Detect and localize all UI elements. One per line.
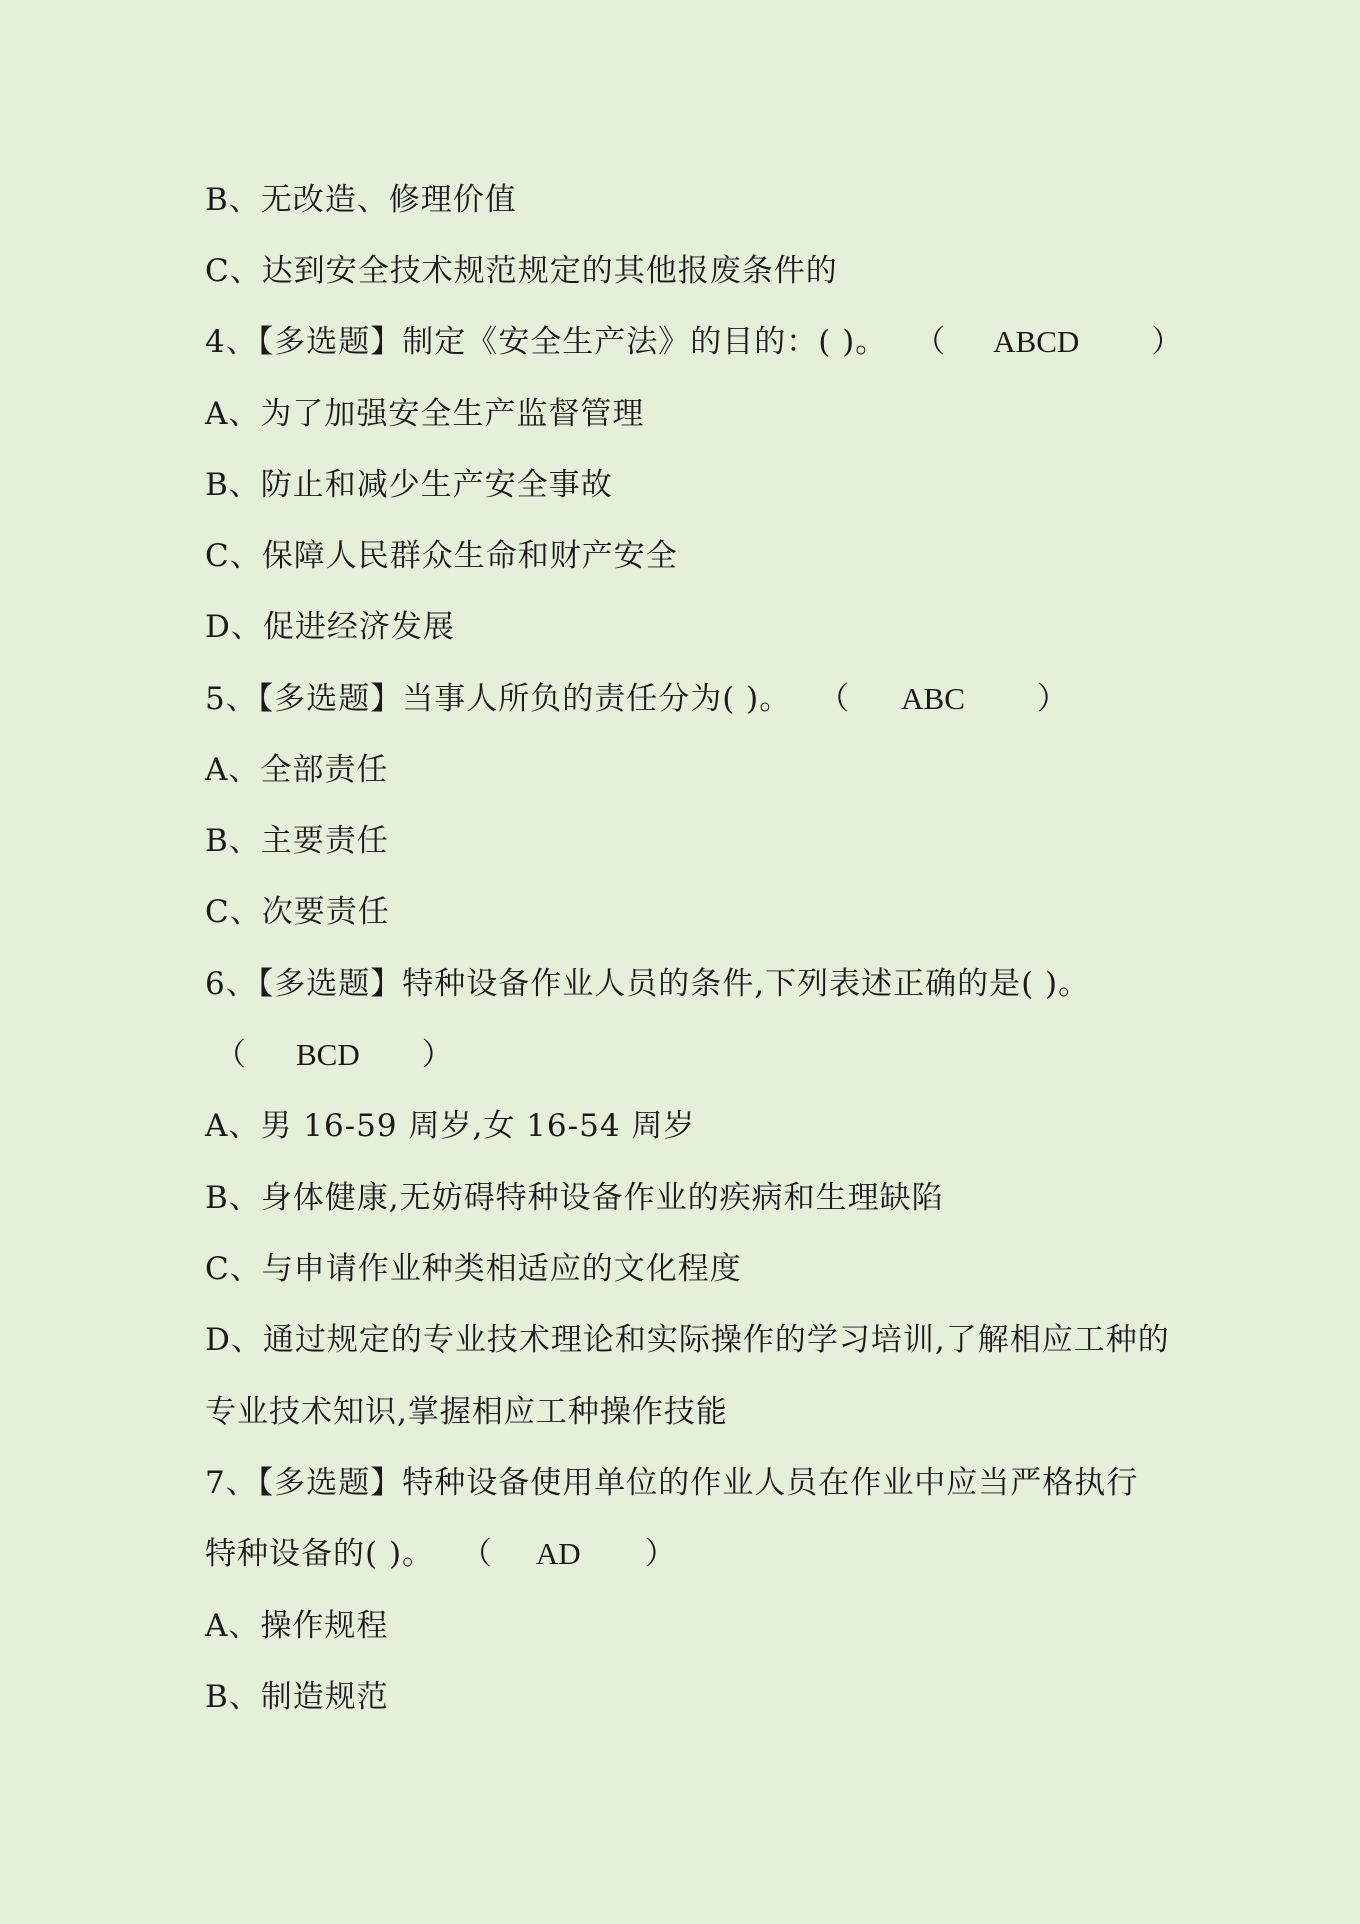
question-line [205,322,1183,362]
option-line [205,750,1165,790]
option-line [205,607,1165,647]
option-line [205,251,1165,291]
option-line [205,394,1165,434]
option-line [205,465,1165,505]
question-text: 5、【多选题】当事人所负的责任分为( )。 [205,681,792,717]
open-paren: （ [460,1536,492,1572]
line-text: B、防止和减少生产安全事故 [205,467,613,503]
line-text: C、保障人民群众生命和财产安全 [205,538,678,574]
open-paren: （ [818,681,850,717]
option-line [205,1249,1165,1289]
option-line [205,1106,1165,1146]
question-text: 7、【多选题】特种设备使用单位的作业人员在作业中应当严格执行 [205,1465,1139,1501]
question-line-continued [205,1534,1165,1574]
answer-code: ABC [901,681,965,716]
line-text: B、主要责任 [205,823,389,859]
line-text: B、无改造、修理价值 [205,182,517,218]
option-line [205,1606,1165,1646]
line-text: C、达到安全技术规范规定的其他报废条件的 [205,253,838,289]
question-line [205,679,1165,719]
option-line [205,1320,1170,1360]
line-text: A、男 16-59 周岁,女 16-54 周岁 [205,1108,696,1144]
question-text: 特种设备的( )。 [205,1536,435,1572]
line-text: D、促进经济发展 [205,609,455,645]
option-line [205,1178,1165,1218]
close-paren: ） [644,1536,676,1572]
line-text: A、为了加强安全生产监督管理 [205,396,645,432]
open-paren: （ [215,1037,246,1073]
answer-code: ABCD [993,324,1080,359]
answer-blank [461,1534,676,1574]
close-paren: ） [421,1037,453,1073]
option-line [205,180,1165,220]
option-line [205,536,1165,576]
option-line [205,892,1165,932]
question-line [205,1463,1165,1503]
line-text: C、与申请作业种类相适应的文化程度 [205,1251,742,1287]
answer-blank [914,322,1182,362]
line-text: A、操作规程 [205,1608,389,1644]
close-paren: ） [1036,681,1068,717]
option-line [205,821,1165,861]
question-line [205,964,1165,1004]
answer-code: BCD [296,1037,360,1072]
question-text: 4、【多选题】制定《安全生产法》的目的：( )。 [205,324,888,360]
answer-code: AD [535,1536,581,1571]
line-text: B、制造规范 [205,1679,389,1715]
answer-blank [818,679,1068,719]
line-text: C、次要责任 [205,894,390,930]
option-line-continued [205,1392,1165,1432]
answer-line [205,1035,1165,1075]
option-line [205,1677,1165,1717]
question-text: 6、【多选题】特种设备作业人员的条件,下列表述正确的是( )。 [205,966,1091,1002]
open-paren: （ [914,324,946,360]
close-paren: ） [1151,324,1183,360]
line-text: A、全部责任 [205,752,389,788]
line-text: D、通过规定的专业技术理论和实际操作的学习培训,了解相应工种的 [205,1322,1170,1358]
answer-blank [215,1035,453,1075]
line-text: 专业技术知识,掌握相应工种操作技能 [205,1394,728,1430]
line-text: B、身体健康,无妨碍特种设备作业的疾病和生理缺陷 [205,1180,944,1216]
